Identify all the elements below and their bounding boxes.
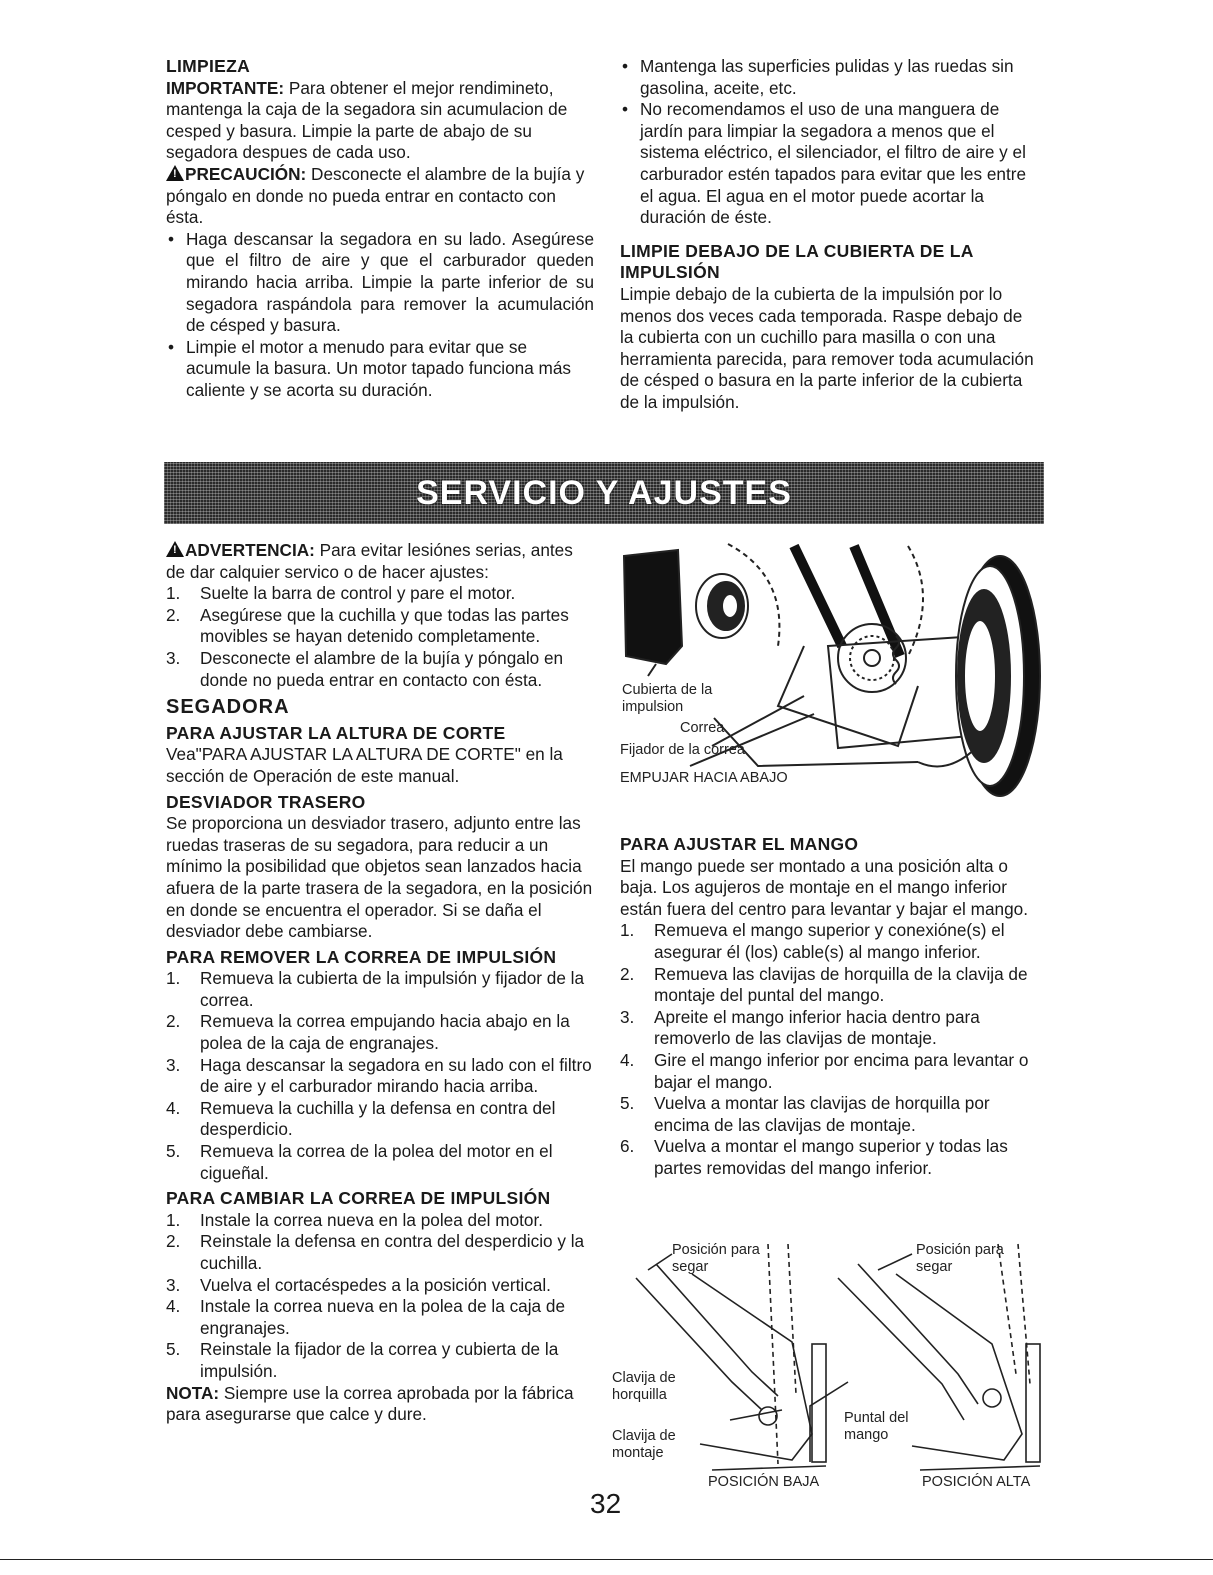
mango-section (620, 834, 1040, 1180)
remover-steps (166, 968, 594, 1184)
list-item: 2. Remueva la correa empujando hacia abajo en la polea de la caja de engranajes. (166, 1011, 570, 1054)
warning-text: Para evitar lesiónes serias, antes de dar calquier servico o de hacer ajustes: (166, 540, 573, 582)
desviador-title: DESVIADOR TRASERO (166, 791, 366, 812)
nota-text: Siempre use la correa aprobada por la fábrica para asegurarse que calce y dure. (166, 1382, 574, 1425)
label-posicion-segar-right: Posición para segar (916, 1242, 1004, 1275)
warning-paragraph (166, 540, 594, 583)
altura-title: PARA AJUSTAR LA ALTURA DE CORTE (166, 722, 506, 743)
right-top-bullets (620, 56, 1040, 229)
list-item: 4. Gire el mango inferior por encima para levantar o bajar el mango. (620, 1049, 1029, 1092)
list-item: 4. Remueva la cuchilla y la defensa en contra del desperdicio. (166, 1097, 556, 1140)
list-item: • Haga descansar la segadora en su lado. Asegúrese que el filtro de aire y que el carburador queden mirando hacia arriba. Limpie la parte inferior de su segadora raspándola para remover la acumulación de césped y basura. (166, 229, 594, 337)
label-posicion-segar-left: Posición para segar (672, 1242, 760, 1275)
list-item: 6. Vuelva a montar el mango superior y todas las partes removidas del mango inferior. (620, 1136, 1008, 1178)
limpieza-title: LIMPIEZA (166, 56, 251, 76)
list-item: 5. Vuelva a montar las clavijas de horquilla por encima de las clavijas de montaje. (620, 1093, 990, 1135)
important-text: Para obtener el mejor rendimineto, mantenga la caja de la segadora sin acumulacion de cesped y basura. Limpie la parte de abajo de su segadora despues de cada uso. (166, 77, 568, 163)
list-item: 3. Vuelva el cortacéspedes a la posición vertical. (166, 1274, 551, 1295)
limpieza-section (166, 56, 594, 402)
right-top-section (620, 56, 1040, 414)
label-pos-baja: POSICIÓN BAJA (708, 1474, 820, 1490)
warning-triangle-icon (166, 165, 184, 181)
limpie-debajo-title: LIMPIE DEBAJO DE LA CUBIERTA DE LA IMPULSIÓN (620, 240, 974, 283)
warning-lead: ADVERTENCIA: (185, 540, 315, 560)
list-item: • Limpie el motor a menudo para evitar que se acumule la basura. Un motor tapado funciona más caliente y se acorta su duración. (166, 337, 594, 402)
mango-title: PARA AJUSTAR EL MANGO (620, 834, 859, 854)
drive-belt-figure (618, 536, 1048, 806)
list-item: 1. Suelte la barra de control y pare el motor. (166, 583, 516, 604)
warning-steps (166, 583, 594, 691)
label-empujar: EMPUJAR HACIA ABAJO (620, 770, 788, 786)
label-correa: Correa (680, 720, 725, 736)
altura-text: Vea"PARA AJUSTAR LA ALTURA DE CORTE" en la sección de Operación de este manual. (166, 744, 563, 786)
nota-lead: NOTA: (166, 1382, 220, 1403)
list-item: 3. Haga descansar la segadora en su lado con el filtro de aire y el carburador mirando hacia arriba. (166, 1054, 592, 1097)
label-pos-alta: POSICIÓN ALTA (922, 1474, 1031, 1490)
label-cubierta: Cubierta de la impulsion (622, 682, 713, 715)
list-item: 2. Reinstale la defensa en contra del desperdicio y la cuchilla. (166, 1231, 585, 1273)
list-item: 2. Asegúrese que la cuchilla y que todas las partes movibles se hayan detenido completamente. (166, 604, 569, 647)
handle-positions-figure (612, 1234, 1052, 1494)
list-item: • Mantenga las superficies pulidas y las ruedas sin gasolina, aceite, etc. (620, 56, 1040, 99)
caution-text: Desconecte el alambre de la bujía y póngalo en donde no pueda entrar en contacto con ésta. (166, 163, 585, 228)
label-fijador: Fijador de la correa (620, 742, 745, 758)
important-paragraph (166, 78, 594, 164)
segadora-title: SEGADORA (166, 696, 290, 719)
cambiar-title: PARA CAMBIAR LA CORREA DE IMPULSIÓN (166, 1188, 551, 1209)
caution-paragraph (166, 164, 594, 229)
section-banner (164, 462, 1044, 524)
label-clavija-montaje: Clavija de montaje (612, 1428, 676, 1461)
list-item: 5. Remueva la correa de la polea del motor en el cigueñal. (166, 1141, 553, 1183)
important-lead: IMPORTANTE: (166, 77, 285, 98)
list-item: 1. Remueva la cubierta de la impulsión y fijador de la correa. (166, 968, 585, 1010)
list-item: 1. Remueva el mango superior y conexióne(s) el asegurar él (los) cable(s) al mango inferior. (620, 920, 1005, 962)
mango-text: El mango puede ser montado a una posición alta o baja. Los agujeros de montaje en el mango inferior están fuera del centro para levantar y bajar el mango. (620, 855, 1028, 919)
limpieza-bullets (166, 229, 594, 402)
limpie-debajo-text: Limpie debajo de la cubierta de la impulsión por lo menos dos veces cada temporada. Raspe debajo de la cubierta con un cuchillo para masilla o con una herramienta parecida, para remover toda acumulación de césped o basura en la parte inferior de la cubierta de la impulsión. (620, 283, 1034, 412)
desviador-text: Se proporciona un desviador trasero, adjunto entre las ruedas traseras de su segadora, para reducir a un mínimo la posibilidad que objetos sean lanzados hacia afuera de la parte trasera de la segadora, en la posición en donde se encuentra el operador. Si se daña el desviador debe cambiarse. (166, 813, 593, 942)
mango-steps (620, 920, 1040, 1179)
page-number: 32 (590, 1488, 622, 1519)
remover-title: PARA REMOVER LA CORREA DE IMPULSIÓN (166, 946, 557, 967)
list-item: 3. Desconecte el alambre de la bujía y póngalo en donde no pueda entrar en contacto con ésta. (166, 647, 564, 690)
caution-lead: PRECAUCIÓN: (185, 163, 307, 184)
drive-belt-illustration (618, 536, 1048, 806)
list-item: • No recomendamos el uso de una manguera de jardín para limpiar la segadora a menos que el sistema eléctrico, el silenciador, el filtro de aire y el carburador estén tapados para evitar que les entre el agua. El agua en el motor puede acortar la duración de éste. (620, 99, 1040, 229)
label-clavija-horquilla: Clavija de horquilla (612, 1370, 676, 1403)
list-item: 2. Remueva las clavijas de horquilla de la clavija de montaje del puntal del mango. (620, 963, 1028, 1006)
bottom-rule (0, 1559, 1213, 1560)
cambiar-steps (166, 1210, 594, 1383)
list-item: 4. Instale la correa nueva en la polea de la caja de engranajes. (166, 1296, 566, 1338)
list-item: 3. Apreite el mango inferior hacia dentro para removerlo de las clavijas de montaje. (620, 1006, 980, 1049)
list-item: 5. Reinstale la fijador de la correa y cubierta de la impulsión. (166, 1339, 559, 1381)
servicio-left-section (166, 540, 594, 1426)
nota-paragraph (166, 1383, 594, 1426)
warning-triangle-icon (166, 541, 184, 557)
banner-title: SERVICIO Y AJUSTES (416, 473, 792, 512)
list-item: 1. Instale la correa nueva en la polea del motor. (166, 1209, 544, 1230)
label-puntal: Puntal del mango (844, 1410, 909, 1443)
